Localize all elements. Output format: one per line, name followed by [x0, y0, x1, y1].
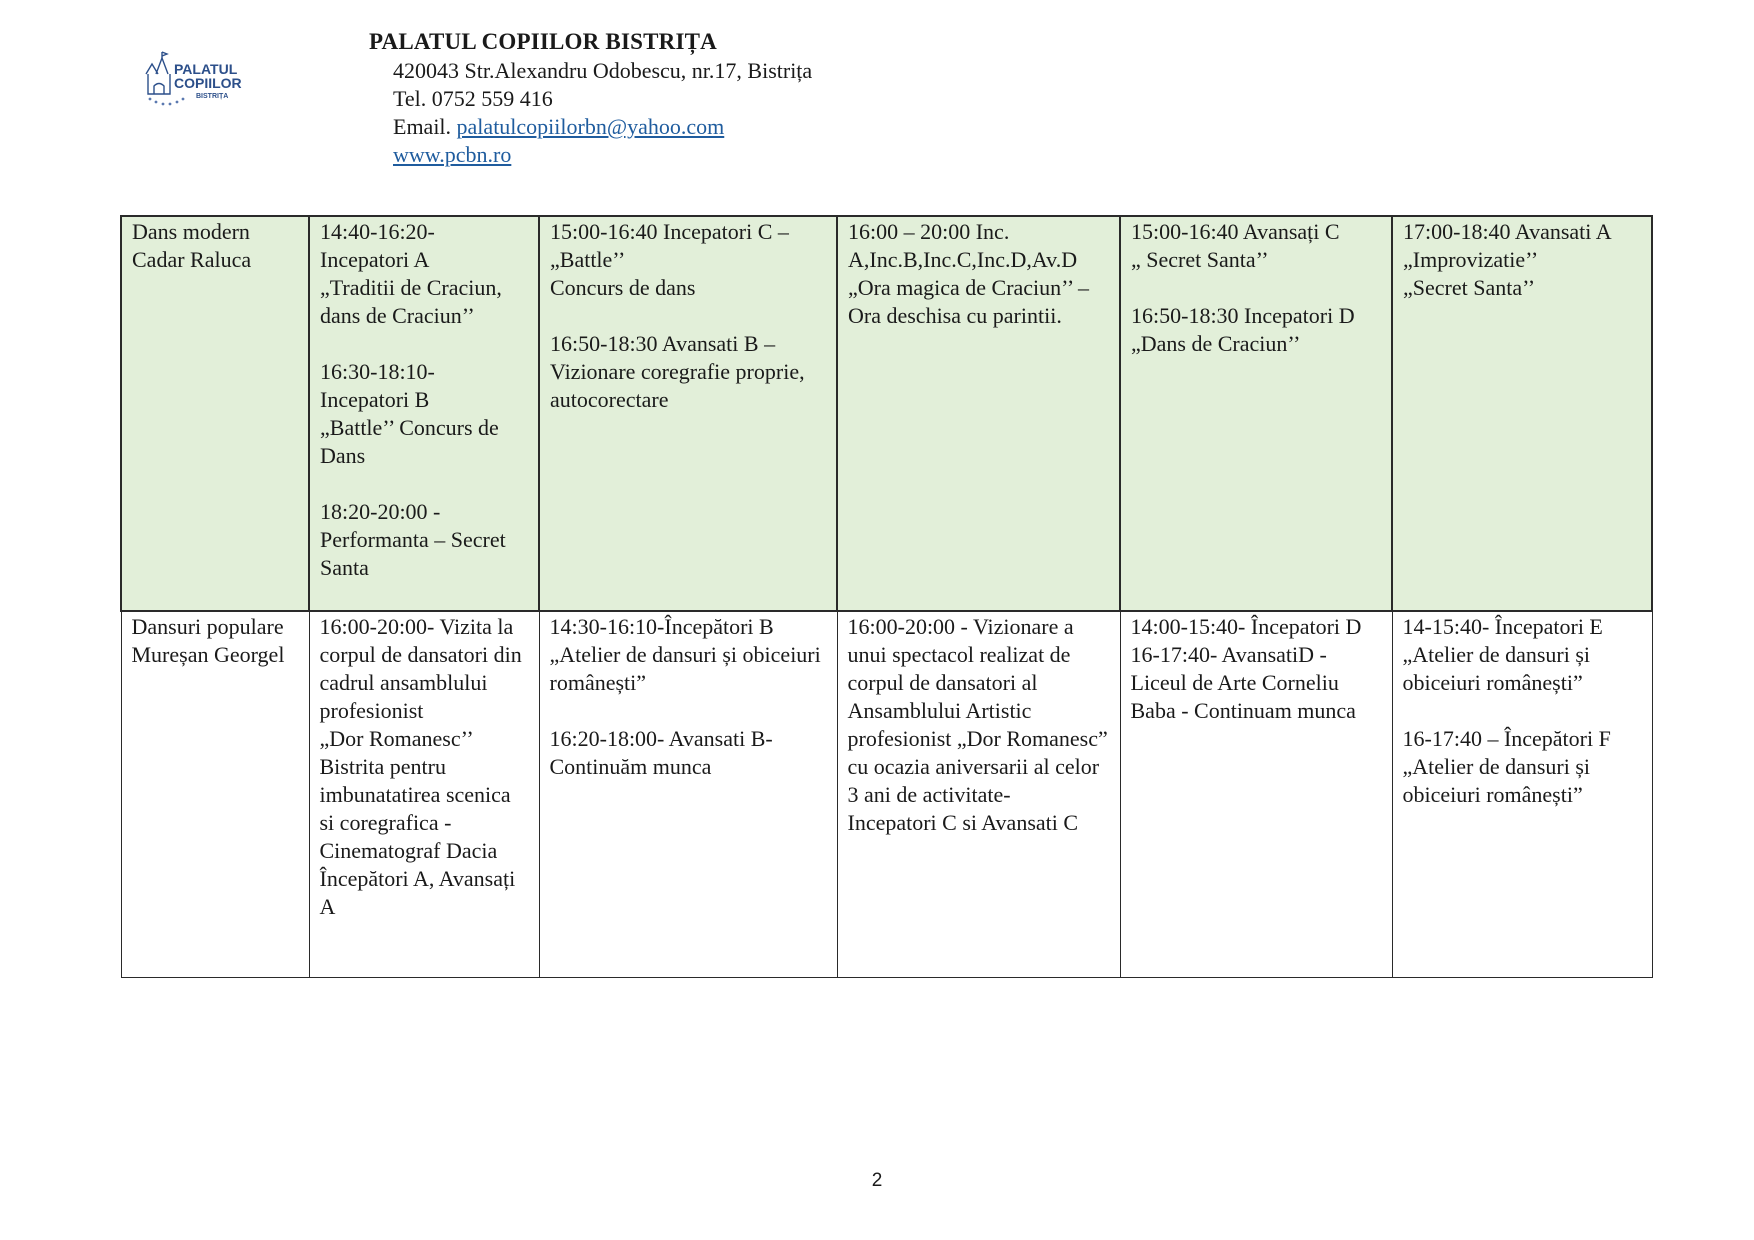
organization-name: PALATUL COPIILOR BISTRIȚA — [369, 29, 717, 54]
table-row-dans-modern — [121, 216, 1652, 611]
page-number: 2 — [871, 1170, 883, 1191]
email-label: Email. — [393, 114, 457, 139]
table-cell-day-4: 14:00-15:40- Începatori D 16-17:40- AvansatiD - Liceul de Arte Corneliu Baba - Continuam munca — [1120, 611, 1392, 977]
phone: Tel. 0752 559 416 — [393, 86, 553, 111]
table-row-dansuri-populare — [121, 611, 1652, 977]
table-cell-day-5: 17:00-18:40 Avansati A „Improvizatie’’ „Secret Santa’’ — [1392, 216, 1652, 611]
website-line — [393, 141, 812, 169]
contact-block — [393, 57, 812, 169]
logo-text-line3: BISTRIȚA — [196, 93, 229, 100]
email-link[interactable]: palatulcopiilorbn@yahoo.com — [456, 114, 725, 139]
logo-text-line1: PALATUL — [174, 61, 238, 77]
table-cell-day-2: 15:00-16:40 Incepatori C – „Battle’’ Concurs de dans 16:50-18:30 Avansati B – Vizionare coregrafie proprie, autocorectare — [539, 216, 837, 611]
table-cell-discipline: Dansuri populare Mureșan Georgel — [121, 611, 309, 977]
address: 420043 Str.Alexandru Odobescu, nr.17, Bistrița — [393, 58, 813, 83]
table-cell-discipline: Dans modern Cadar Raluca — [121, 216, 309, 611]
table-cell-day-1: 16:00-20:00- Vizita la corpul de dansatori din cadrul ansamblului profesionist „Dor Romanesc’’ Bistrita pentru imbunatatirea scenica si coregrafica - Cinematograf Dacia Începători A, Avansați A — [309, 611, 539, 977]
table-cell-day-3: 16:00 – 20:00 Inc. A,Inc.B,Inc.C,Inc.D,Av.D „Ora magica de Craciun’’ – Ora deschisa cu parintii. — [837, 216, 1120, 611]
website-link[interactable]: www.pcbn.ro — [393, 142, 512, 167]
palatul-copiilor-logo — [140, 44, 262, 110]
schedule-table — [120, 215, 1653, 978]
table-cell-day-4: 15:00-16:40 Avansați C „ Secret Santa’’ 16:50-18:30 Incepatori D „Dans de Craciun’’ — [1120, 216, 1392, 611]
logo-text-line2: COPIILOR — [174, 75, 242, 91]
table-cell-day-5: 14-15:40- Începatori E „Atelier de dansuri și obiceiuri românești” 16-17:40 – Începători F „Atelier de dansuri și obiceiuri românești” — [1392, 611, 1652, 977]
table-cell-day-1: 14:40-16:20- Incepatori A „Traditii de Craciun, dans de Craciun’’ 16:30-18:10- Incepatori B „Battle’’ Concurs de Dans 18:20-20:00 - Performanta – Secret Santa — [309, 216, 539, 611]
table-cell-day-2: 14:30-16:10-Începători B „Atelier de dansuri și obiceiuri românești” 16:20-18:00- Avansati B- Continuăm munca — [539, 611, 837, 977]
email-line — [393, 113, 812, 141]
table-cell-day-3: 16:00-20:00 - Vizionare a unui spectacol realizat de corpul de dansatori al Ansamblului Artistic profesionist „Dor Romanesc” cu ocazia aniversarii al celor 3 ani de activitate- Incepatori C si Avansati C — [837, 611, 1120, 977]
